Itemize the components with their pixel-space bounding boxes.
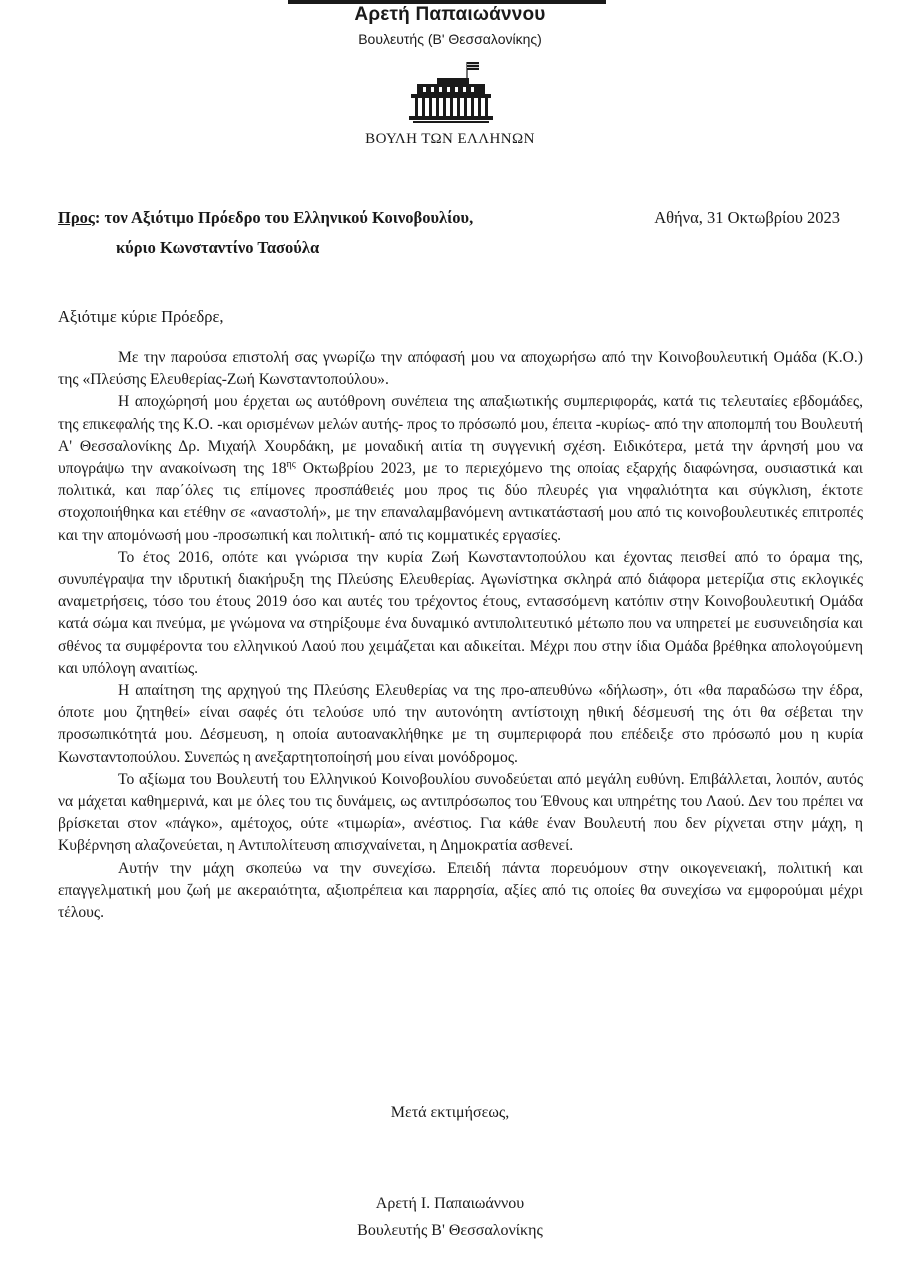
paragraph-2-part-b: Οκτωβρίου 2023, με το περιεχόμενο της οποίας εξαρχής διαφώνησα, ουσιαστικά και πολιτικά, και παρ΄όλες τις επίμονες προσπάθειές μου προς τις δύο πλευρές για νηφαλιότητα και σύγκλιση, έκτοτε στοχοποιήθηκα και ετέθην σε «αναστολή», με την επαναλαμβανόμενη αντικατάστασή μου από τις κοινοβουλευτικές επιτροπές και την απομόνωσή μου -προσωπική και πολιτική- από τις κομματικές εργασίες.: [58, 460, 863, 544]
sender-name: Αρετή Παπαιωάννου: [354, 4, 546, 25]
ordinal-superscript: ης: [286, 458, 296, 470]
recipient-label: Προς: [58, 208, 95, 227]
parliament-building-emblem-icon: [409, 60, 493, 126]
letter-body: [58, 347, 863, 924]
paragraph-6: Αυτήν την μάχη σκοπεύω να την συνεχίσω. Επειδή πάντα πορευόμουν στην οικογενειακή, πολιτική και επαγγελματική μου ζωή με ακεραιότητα, αξιοπρέπεια και παρρησία, αξίες από τις οποίες θα συνεχίσω να εμφορούμαι μέχρι τέλους.: [58, 859, 863, 922]
signature-title: Βουλευτής Β' Θεσσαλονίκης: [357, 1222, 543, 1239]
signature-name: Αρετή Ι. Παπαιωάννου: [375, 1195, 525, 1212]
paragraph-4: Η απαίτηση της αρχηγού της Πλεύσης Ελευθερίας να της προ-απευθύνω «δήλωση», ότι «θα παραδώσω την έδρα, όποτε μου ζητηθεί» είναι σαφές ότι τελούσε υπό την αυτονόητη αντίστοιχη ηθική δέσμευσή της ότι θα σέβεται την προσωπικότητά μου. Δέσμευση, η οποία αυτοανακλήθηκε με τη συμπεριφορά που επέδειξε στο πρόσωπό μου η κυρία Κωνσταντοπούλου. Συνεπώς η ανεξαρτητοποίησή μου είναι μονόδρομος.: [58, 682, 863, 766]
recipient-text: : τον Αξιότιμο Πρόεδρο του Ελληνικού Κοινοβουλίου,: [94, 208, 474, 227]
letter-date: Αθήνα, 31 Οκτωβρίου 2023: [654, 208, 840, 227]
recipient-line-2: κύριο Κωνσταντίνο Τασούλα: [116, 238, 320, 257]
sender-title: Βουλευτής (Β' Θεσσαλονίκης): [358, 31, 542, 47]
paragraph-2: [58, 391, 863, 546]
greeting: Αξιότιμε κύριε Πρόεδρε,: [58, 307, 224, 326]
parliament-name: ΒΟΥΛΗ ΤΩΝ ΕΛΛΗΝΩΝ: [365, 131, 535, 147]
paragraph-2-part-a: Η αποχώρησή μου έρχεται ως αυτόθρονη συνέπεια της απαξιωτικής συμπεριφοράς, κατά τις τελευταίες εβδομάδες, της επικεφαλής της Κ.Ο. -και ορισμένων μελών αυτής- προς το πρόσωπό μου, έπειτα -κυρίως- από την αποπομπή του Βουλευτή Α' Θεσσαλονίκης Δρ. Μιχαήλ Χουρδάκη, με μοναδική αιτία τη συγγενική σχέση. Ειδικότερα, μετά την άρνησή μου να υπογράψω την ανακοίνωση της 18: [58, 393, 863, 478]
paragraph-3: Το έτος 2016, οπότε και γνώρισα την κυρία Ζωή Κωνσταντοπούλου και έχοντας πεισθεί από το όραμα της, συνυπέγραψα την ιδρυτική διακήρυξη της Πλεύσης Ελευθερίας. Αγωνίστηκα σκληρά από διάφορα μετερίζια στις εκλογικές αναμετρήσεις, τόσο του έτους 2019 όσο και αυτές του τρέχοντος έτους, εντασσόμενη κατόπιν στην Κοινοβουλευτική Ομάδα κατά σώμα και πνεύμα, με γνώμονα να στηρίξουμε ένα δυναμικό αντιπολιτευτικό μέτωπο που να υπηρετεί με ευσυνειδησία και σθένος τα συμφέροντα του ελληνικού Λαού που χειμάζεται και αδικείται. Μέχρι που στην ίδια Ομάδα βρέθηκα απολογούμενη και υπόλογη αναιτίως.: [58, 548, 863, 677]
closing: Μετά εκτιμήσεως,: [390, 1104, 510, 1121]
paragraph-5: Το αξίωμα του Βουλευτή του Ελληνικού Κοινοβουλίου συνοδεύεται από μεγάλη ευθύνη. Επιβάλλεται, λοιπόν, αυτός να μάχεται καθημερινά, και με όλες του τις δυνάμεις, ως αντιπρόσωπος του Έθνους και υπηρέτης του Λαού. Δεν του πρέπει να βρίσκεται στον «πάγκο», αμέτοχος, ούτε «τιμωρία», ανέστιος. Για κάθε έναν Βουλευτή που δεν ρίχνεται στην μάχη, η Κυβέρνηση αλαζονεύεται, η Αντιπολίτευση απισχναίνεται, η Δημοκρατία ασθενεί.: [58, 770, 863, 855]
recipient-line-1: [58, 208, 473, 228]
paragraph-1: Με την παρούσα επιστολή σας γνωρίζω την απόφασή μου να αποχωρήσω από την Κοινοβουλευτική Ομάδα (Κ.Ο.) της «Πλεύσης Ελευθερίας-Ζωή Κωνσταντοπούλου».: [58, 349, 863, 389]
